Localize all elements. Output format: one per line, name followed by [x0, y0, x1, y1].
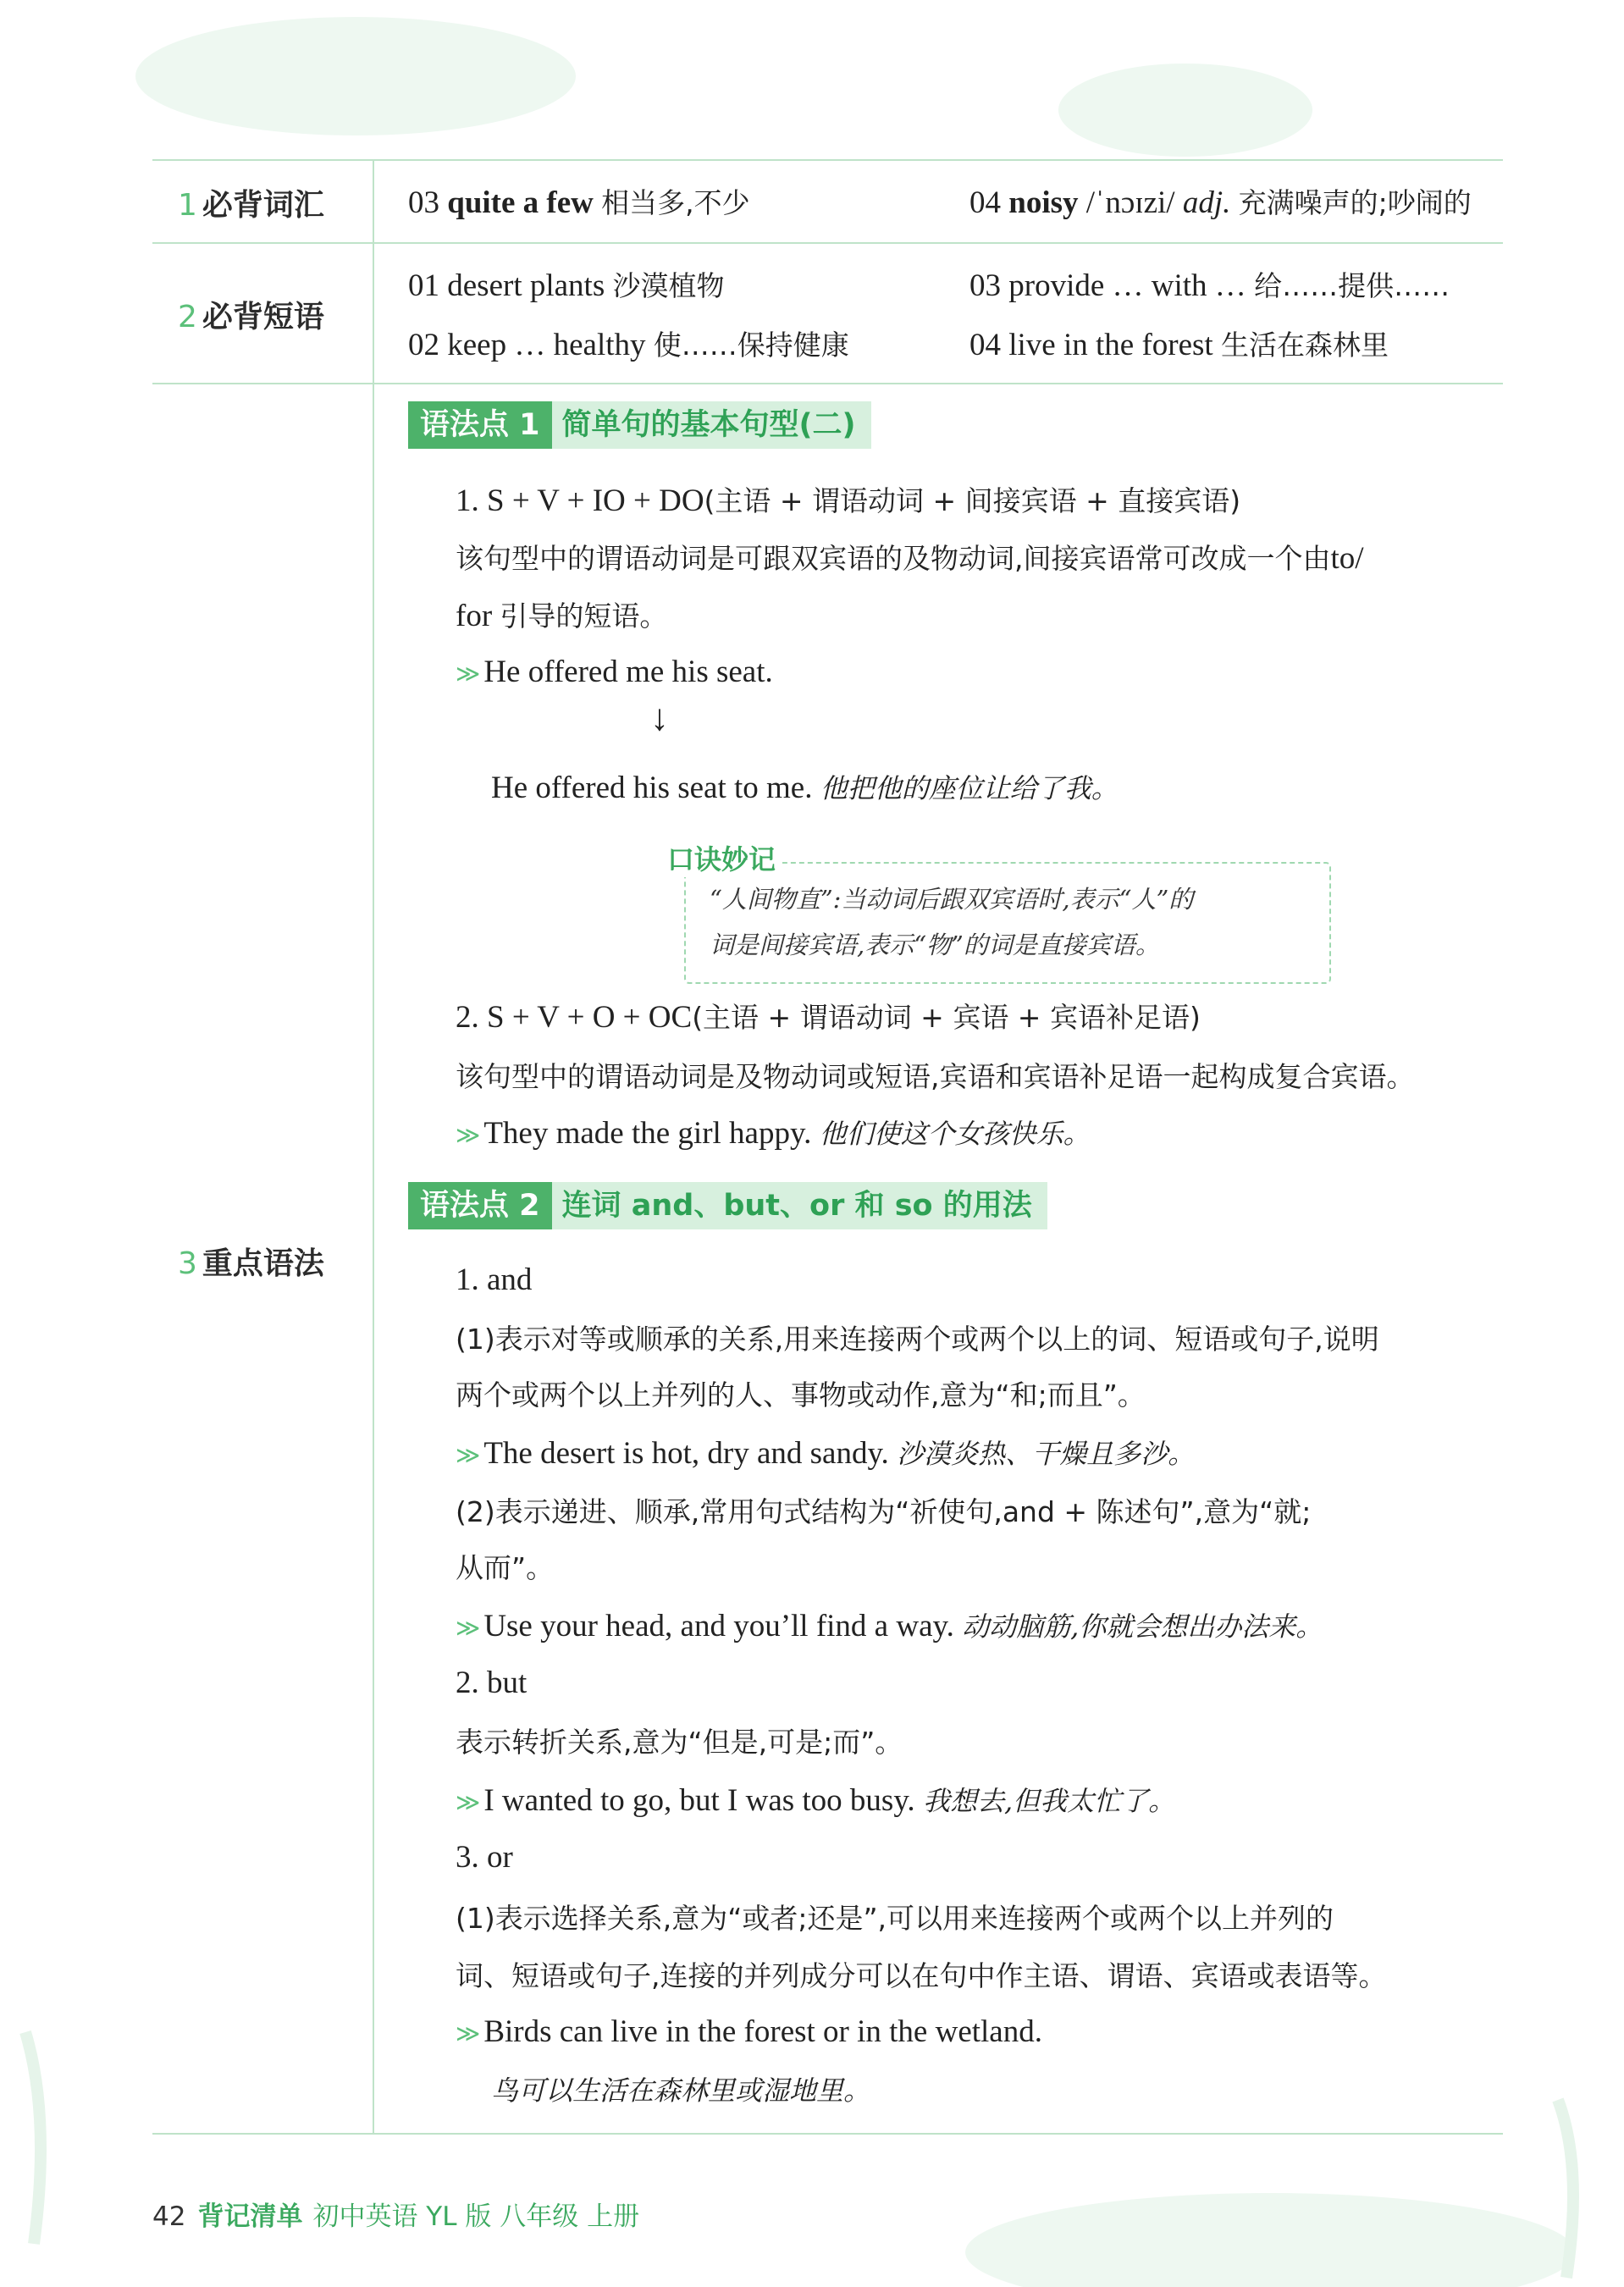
book-subtitle: 初中英语 YL 版 八年级 上册 [312, 2201, 640, 2232]
example-sentence [456, 1780, 1175, 1819]
explanation-text: 该句型中的谓语动词是可跟双宾语的及物动词,间接宾语常可改成一个由 [456, 542, 1331, 575]
formula-gloss: (主语 + 谓语动词 + 间接宾语 + 直接宾语) [704, 484, 1241, 517]
vocab-word: quite a few [447, 185, 594, 220]
item-number: 01 [408, 268, 439, 303]
phrase-item [969, 323, 1389, 363]
table-bottom-rule [152, 2133, 1503, 2135]
table-column-divider [373, 159, 374, 2135]
example-zh-line [491, 2069, 870, 2108]
formula: 2. S + V + O + OC [456, 1000, 693, 1035]
transform-arrow-icon: ↓ [650, 697, 669, 738]
explanation-line [456, 1055, 1415, 1095]
section-title: 重点语法 [202, 1246, 324, 1281]
explanation-line [456, 1318, 1379, 1357]
item-number: 02 [408, 328, 439, 362]
explanation-text: 引导的短语。 [500, 599, 668, 633]
example-chevron-icon: ≫ [456, 1788, 476, 1816]
example-en: Birds can live in the forest or in the wetland. [483, 2014, 1042, 2049]
explanation-text: 表示转折关系,意为“但是,可是;而”。 [456, 1726, 903, 1759]
example-zh: 他们使这个女孩快乐。 [819, 1118, 1091, 1150]
formula-gloss: (主语 + 谓语动词 + 宾语 + 宾语补足语) [692, 1001, 1201, 1034]
example-zh: 沙漠炎热、干燥且多沙。 [897, 1438, 1196, 1470]
phrase-item [408, 264, 724, 304]
table-rule-1 [152, 242, 1503, 244]
vocab-phonetic: /ˈnɔɪzi/ [1085, 185, 1175, 220]
grammar-point-tag: 语法点 2 [408, 1182, 552, 1229]
example-en: He offered me his seat. [483, 655, 773, 689]
explanation-text: 该句型中的谓语动词是及物动词或短语,宾语和宾语补足语一起构成复合宾语。 [456, 1060, 1415, 1093]
example-en: Use your head, and you’ll find a way. [483, 1609, 954, 1643]
example-zh: 他把他的座位让给了我。 [820, 772, 1119, 804]
vocab-word: noisy [1008, 185, 1079, 220]
phrase-item [969, 264, 1450, 304]
example-en: He offered his seat to me. [491, 771, 813, 805]
explanation-line [456, 1954, 1387, 1994]
phrase-zh: 沙漠植物 [612, 269, 725, 302]
item-number: 03 [408, 185, 439, 220]
example-en: I wanted to go, but I was too busy. [483, 1783, 915, 1818]
phrase-zh: 使……保持健康 [653, 329, 849, 362]
phrase-zh: 给……提供…… [1254, 269, 1450, 302]
explanation-line [456, 1490, 1311, 1530]
phrase-en: live in the forest [1008, 328, 1213, 362]
page-number: 42 [152, 2201, 186, 2232]
example-zh: 动动脑筋,你就会想出办法来。 [962, 1610, 1323, 1643]
example-sentence [456, 1113, 1091, 1152]
section-label-vocab [178, 181, 324, 224]
example-sentence [491, 767, 1119, 806]
example-chevron-icon: ≫ [456, 2019, 476, 2047]
phrase-en: desert plants [447, 268, 605, 303]
example-chevron-icon: ≫ [456, 1441, 476, 1469]
example-en: They made the girl happy. [483, 1116, 812, 1151]
phrase-zh: 生活在森林里 [1220, 329, 1389, 362]
example-sentence [456, 2014, 1042, 2050]
sub-heading: 2. but [456, 1666, 528, 1700]
mnemonic-line: “人间物直”:当动词后跟双宾语时,表示“人”的 [710, 885, 1194, 914]
section-number: 2 [178, 300, 197, 334]
explanation-line [456, 1897, 1334, 1936]
grammar-point-title: 简单句的基本句型(二) [552, 401, 871, 449]
vocab-item [408, 181, 750, 221]
section-label-phrases [178, 293, 324, 336]
section-title: 必背短语 [202, 300, 324, 334]
example-zh: 鸟可以生活在森林里或湿地里。 [491, 2074, 871, 2107]
grammar-point-2-heading [408, 1182, 1047, 1229]
vocab-pos: adj. [1182, 185, 1231, 220]
item-number: 04 [969, 328, 1001, 362]
table-top-rule [152, 159, 1503, 161]
grammar-point-tag: 语法点 1 [408, 401, 552, 449]
example-sentence [456, 1605, 1323, 1644]
mnemonic-line: 词是间接宾语,表示“物”的词是直接宾语。 [710, 931, 1160, 959]
formula: 1. S + V + IO + DO [456, 483, 704, 518]
sub-heading: 1. and [456, 1262, 533, 1297]
vocab-meaning: 相当多,不少 [601, 186, 750, 219]
explanation-text: 词、短语或句子,连接的并列成分可以在句中作主语、谓语、宾语或表语等。 [456, 1959, 1387, 1992]
example-sentence [456, 1433, 1195, 1472]
example-sentence [456, 654, 773, 690]
page-footer [152, 2195, 639, 2233]
explanation-text: 从而”。 [456, 1551, 555, 1584]
mnemonic-title: 口诀妙记 [660, 838, 782, 877]
sub-heading: 3. or [456, 1840, 513, 1875]
grammar-point-title: 连词 and、but、or 和 so 的用法 [552, 1182, 1047, 1229]
vocab-meaning: 充满噪声的;吵闹的 [1238, 186, 1472, 219]
phrase-en: keep … healthy [447, 328, 646, 362]
book-brand: 背记清单 [197, 2201, 303, 2232]
example-en: The desert is hot, dry and sandy. [483, 1436, 889, 1471]
section-number: 1 [178, 188, 197, 223]
phrase-item [408, 323, 849, 363]
explanation-text: (1)表示对等或顺承的关系,用来连接两个或两个以上的词、短语或句子,说明 [456, 1323, 1379, 1356]
grammar-point-1-heading [408, 401, 871, 449]
phrase-en: provide … with … [1008, 268, 1246, 303]
explanation-text: 两个或两个以上并列的人、事物或动作,意为“和;而且”。 [456, 1378, 1146, 1411]
example-zh: 我想去,但我太忙了。 [922, 1785, 1176, 1817]
formula-line [456, 479, 1240, 519]
explanation-line [456, 1721, 903, 1760]
explanation-line [456, 594, 667, 634]
vocab-item [969, 181, 1472, 221]
explanation-line [456, 1546, 554, 1586]
section-title: 必背词汇 [202, 188, 324, 223]
section-label-grammar [178, 1240, 324, 1283]
formula-line [456, 996, 1201, 1036]
example-chevron-icon: ≫ [456, 1614, 476, 1642]
explanation-line [456, 537, 1364, 577]
item-number: 04 [969, 185, 1001, 220]
explanation-en: for [456, 599, 493, 633]
explanation-line [456, 1373, 1146, 1413]
table-rule-2 [152, 383, 1503, 384]
section-number: 3 [178, 1246, 197, 1281]
example-chevron-icon: ≫ [456, 1121, 476, 1149]
example-chevron-icon: ≫ [456, 660, 476, 688]
item-number: 03 [969, 268, 1001, 303]
explanation-text: (2)表示递进、顺承,常用句式结构为“祈使句,and + 陈述句”,意为“就; [456, 1495, 1312, 1528]
explanation-text: (1)表示选择关系,意为“或者;还是”,可以用来连接两个或两个以上并列的 [456, 1902, 1334, 1935]
explanation-en: to/ [1330, 541, 1364, 576]
